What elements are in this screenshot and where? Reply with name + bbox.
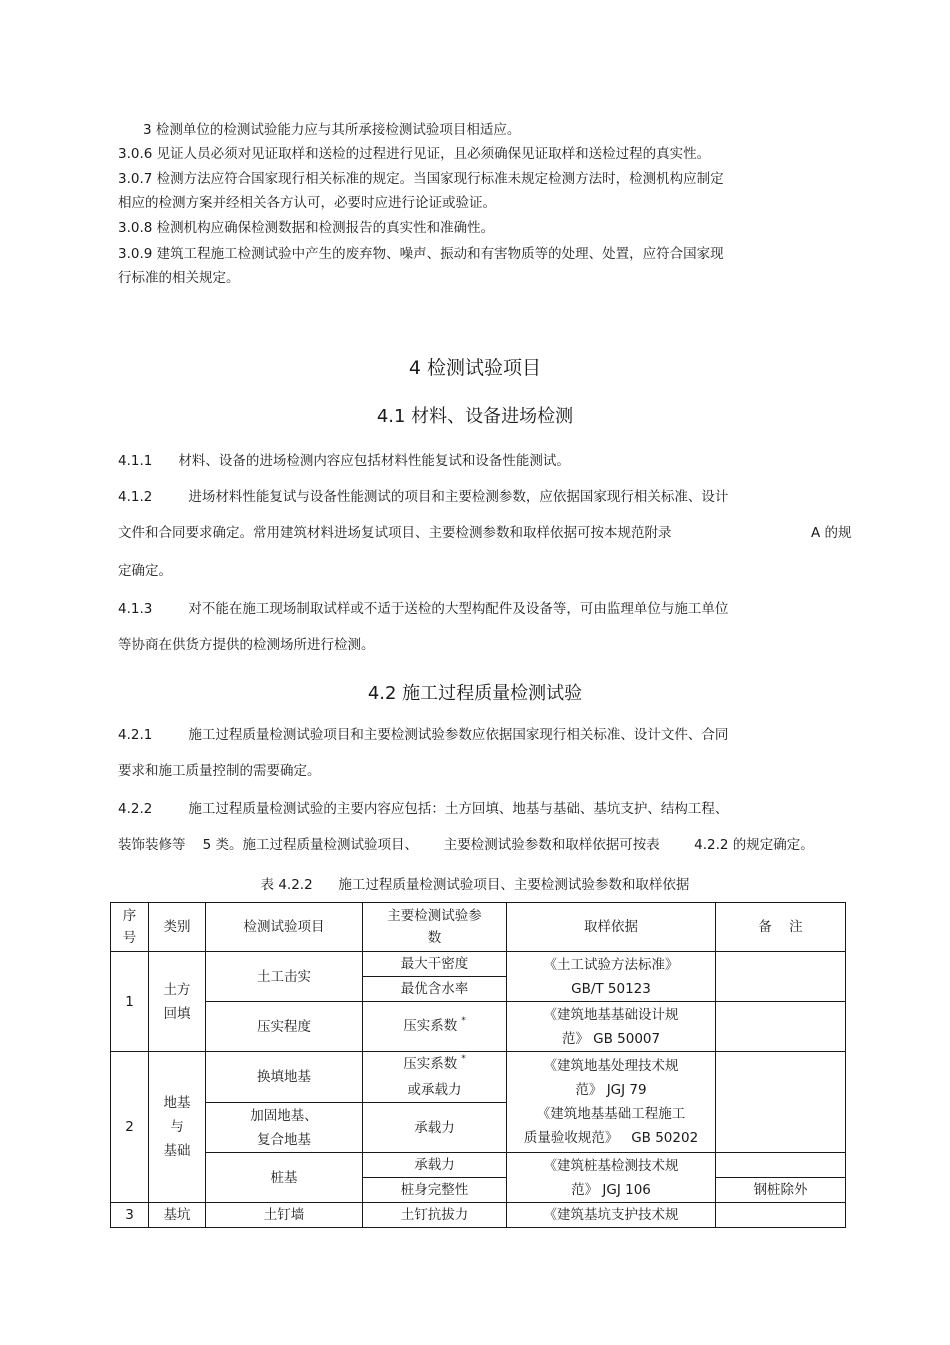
cell-item: 桩基	[206, 1153, 363, 1203]
cell-basis: 《建筑桩基检测技术规 范》 JGJ 106	[507, 1153, 716, 1203]
clause-4-2-1-line2: 要求和施工质量控制的需要确定。	[118, 763, 321, 779]
para-3-0-8: 3.0.8 检测机构应确保检测数据和检测报告的真实性和准确性。	[118, 220, 495, 236]
clause-4-1-1	[118, 452, 570, 470]
clause-text: 对不能在施工现场制取试样或不适于送检的大型构配件及设备等，可由监理单位与施工单位	[188, 601, 729, 617]
para-3-0-7-line1: 3.0.7 检测方法应符合国家现行相关标准的规定。当国家现行标准未规定检测方法时，检测机构应制定	[118, 171, 724, 187]
clause-4-1-2-line2-tail: A 的规	[811, 525, 852, 541]
cell-item: 压实程度	[206, 1002, 363, 1052]
cell-category: 土方 回填	[149, 952, 206, 1052]
header-seq: 序 号	[111, 903, 149, 952]
clause-number: 4.2.2	[118, 801, 153, 817]
header-note: 备 注	[716, 903, 846, 952]
clause-4-1-3-line2: 等协商在供货方提供的检测场所进行检测。	[118, 637, 375, 653]
header-category: 类别	[149, 903, 206, 952]
table-row	[111, 952, 846, 977]
table-header-row	[111, 903, 846, 952]
clause-text: 施工过程质量检测试验的主要内容应包括：土方回填、地基与基础、基坑支护、结构工程、	[188, 801, 729, 817]
table-row	[111, 1153, 846, 1178]
cell-note	[716, 1052, 846, 1153]
clause-number: 4.1.1	[118, 453, 153, 469]
cell-note	[716, 952, 846, 1002]
clause-4-1-3-line1	[118, 600, 728, 618]
cell-basis: 《土工试验方法标准》 GB/T 50123	[507, 952, 716, 1002]
clause-4-1-2-line3: 定确定。	[118, 563, 172, 579]
cell-param: 承载力	[363, 1153, 507, 1178]
cell-note	[716, 1002, 846, 1052]
cell-category: 基坑	[149, 1203, 206, 1228]
table-caption: 表 4.2.2 施工过程质量检测试验项目、主要检测试验参数和取样依据	[260, 877, 690, 893]
cell-basis: 《建筑地基基础设计规 范》 GB 50007	[507, 1002, 716, 1052]
table-row	[111, 1002, 846, 1052]
header-param: 主要检测试验参 数	[363, 903, 507, 952]
section-4-1-title: 4.1 材料、设备进场检测	[376, 406, 574, 427]
clause-text: 施工过程质量检测试验项目和主要检测试验参数应依据国家现行相关标准、设计文件、合同	[188, 727, 729, 743]
table-row	[111, 1052, 846, 1103]
cell-item: 土工击实	[206, 952, 363, 1002]
cell-seq: 1	[111, 952, 149, 1052]
clause-number: 4.1.3	[118, 601, 153, 617]
para-3-0-6: 3.0.6 见证人员必须对见证取样和送检的过程进行见证，且必须确保见证取样和送检过程的真实性。	[118, 146, 711, 162]
cell-param: 压实系数 * 或承载力	[363, 1052, 507, 1103]
cell-item: 换填地基	[206, 1052, 363, 1103]
clause-4-2-2-line2: 装饰装修等 5 类。施工过程质量检测试验项目、 主要检测试验参数和取样依据可按表 4.2.2 的规定确定。	[118, 837, 814, 853]
header-basis: 取样依据	[507, 903, 716, 952]
cell-param: 土钉抗拔力	[363, 1203, 507, 1228]
table-row	[111, 1203, 846, 1228]
cell-param: 桩身完整性	[363, 1178, 507, 1203]
header-item: 检测试验项目	[206, 903, 363, 952]
cell-seq: 3	[111, 1203, 149, 1228]
cell-category: 地基 与 基础	[149, 1052, 206, 1203]
cell-param: 最大干密度	[363, 952, 507, 977]
cell-note: 钢桩除外	[716, 1178, 846, 1203]
chapter-title: 4 检测试验项目	[408, 357, 542, 379]
clause-4-1-2-line1	[118, 488, 728, 506]
clause-4-2-2-line1	[118, 800, 728, 818]
cell-param: 最优含水率	[363, 977, 507, 1002]
clause-text: 进场材料性能复试与设备性能测试的项目和主要检测参数，应依据国家现行相关标准、设计	[188, 489, 729, 505]
cell-item: 土钉墙	[206, 1203, 363, 1228]
inspection-table	[110, 902, 846, 1228]
cell-param: 承载力	[363, 1103, 507, 1153]
cell-item: 加固地基、 复合地基	[206, 1103, 363, 1153]
clause-4-1-2-line2: 文件和合同要求确定。常用建筑材料进场复试项目、主要检测参数和取样依据可按本规范附录	[118, 525, 672, 541]
para-3-0-9-line2: 行标准的相关规定。	[118, 270, 240, 286]
section-4-2-title: 4.2 施工过程质量检测试验	[367, 683, 583, 704]
clause-number: 4.2.1	[118, 727, 153, 743]
clause-4-2-1-line1	[118, 726, 728, 744]
para-3-0-9-line1: 3.0.9 建筑工程施工检测试验中产生的废弃物、噪声、振动和有害物质等的处理、处置，应符合国家现	[118, 246, 724, 262]
para-3-0-7-line2: 相应的检测方案并经相关各方认可，必要时应进行论证或验证。	[118, 195, 496, 211]
cell-basis: 《建筑基坑支护技术规	[507, 1203, 716, 1228]
cell-basis: 《建筑地基处理技术规 范》 JGJ 79 《建筑地基基础工程施工 质量验收规范》 GB 50202	[507, 1052, 716, 1153]
clause-number: 4.1.2	[118, 489, 153, 505]
cell-note	[716, 1203, 846, 1228]
para-3-line1: 3 检测单位的检测试验能力应与其所承接检测试验项目相适应。	[143, 122, 521, 138]
cell-seq: 2	[111, 1052, 149, 1203]
cell-param: 压实系数 *	[363, 1002, 507, 1052]
cell-note	[716, 1153, 846, 1178]
clause-text: 材料、设备的进场检测内容应包括材料性能复试和设备性能测试。	[178, 453, 570, 469]
